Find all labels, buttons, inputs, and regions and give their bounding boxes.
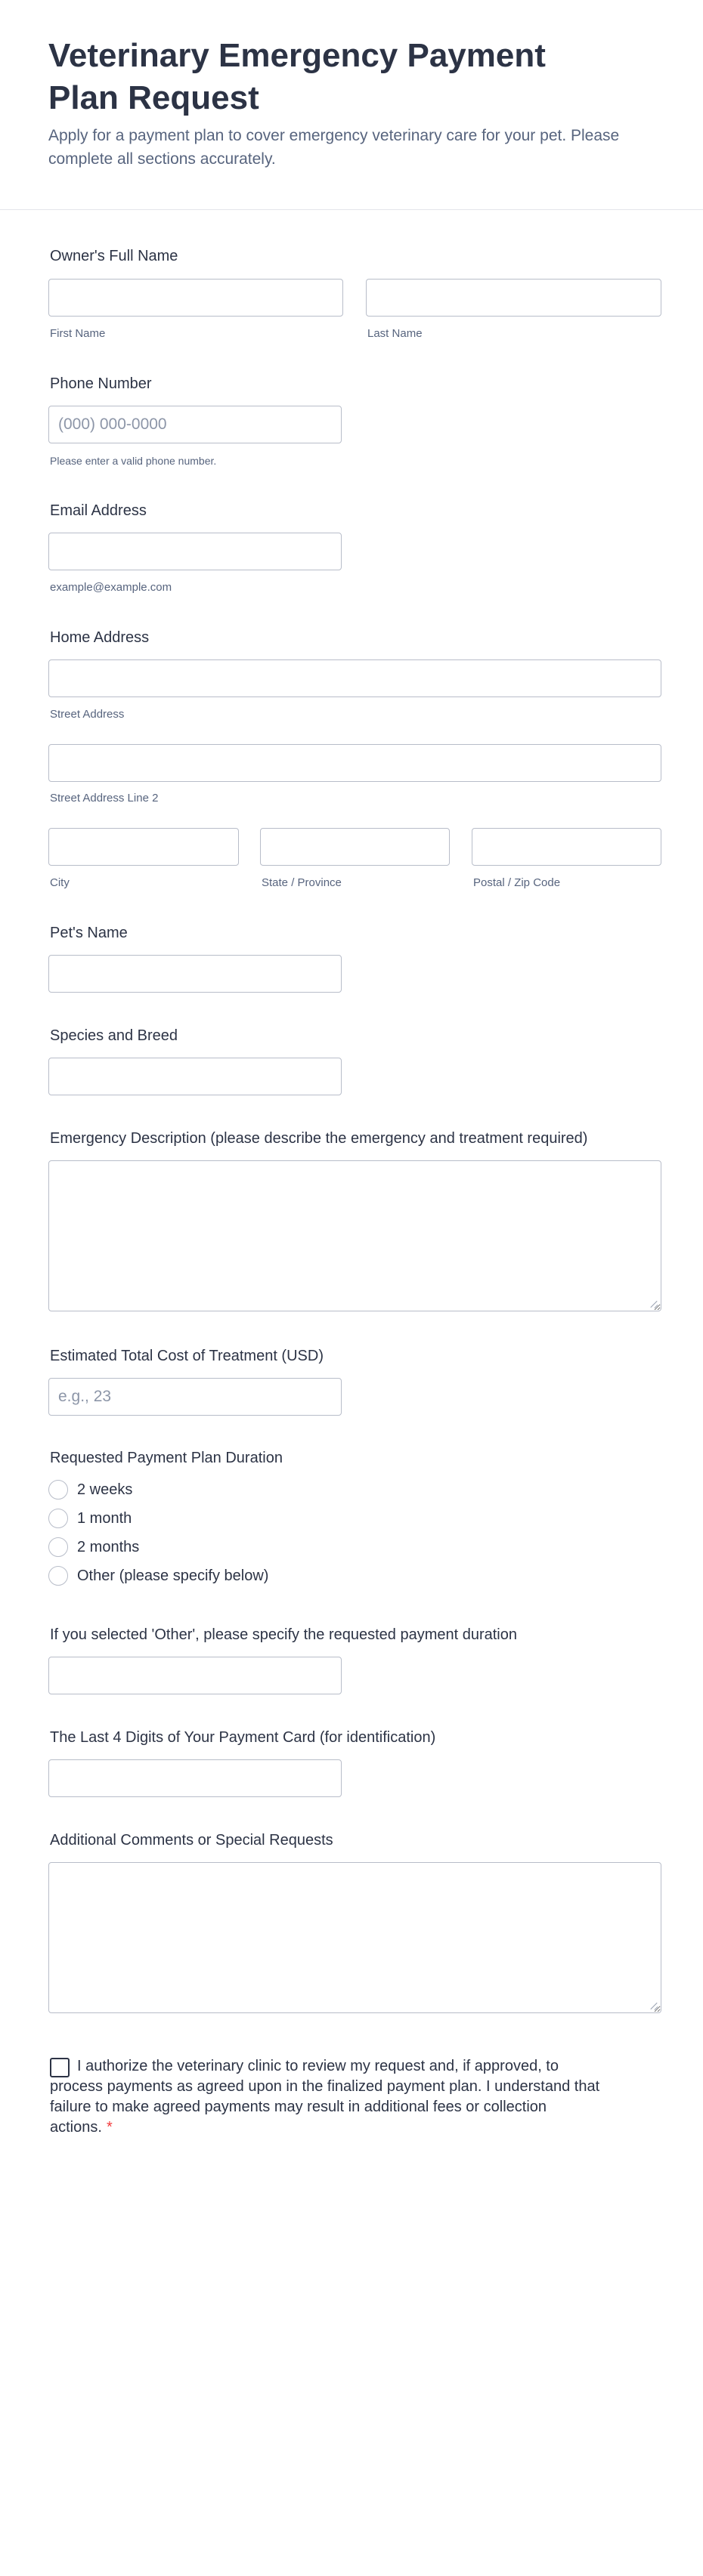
zip-input[interactable] [472, 828, 661, 866]
duration-option[interactable] [48, 1565, 268, 1586]
radio-circle-icon[interactable] [48, 1480, 68, 1500]
phone-label: Phone Number [50, 375, 152, 392]
consent-text-body: I authorize the veterinary clinic to review my request and, if approved, to process payments as agreed upon in the finalized payment plan. I understand that failure to make agreed payments may result in additional fees or collection actions. [50, 2058, 600, 2136]
radio-circle-icon[interactable] [48, 1509, 68, 1528]
species-breed-label: Species and Breed [50, 1027, 178, 1044]
duration-option[interactable] [48, 1508, 132, 1529]
duration-option-label: 2 weeks [77, 1481, 133, 1498]
city-sublabel: City [50, 876, 70, 889]
card-digits-label: The Last 4 Digits of Your Payment Card (for identification) [50, 1729, 436, 1746]
other-duration-label: If you selected 'Other', please specify the requested payment duration [50, 1626, 517, 1643]
duration-option-label: 1 month [77, 1509, 132, 1527]
address-label: Home Address [50, 629, 150, 646]
radio-circle-icon[interactable] [48, 1537, 68, 1557]
duration-option[interactable] [48, 1479, 132, 1500]
state-input[interactable] [260, 828, 450, 866]
email-label: Email Address [50, 502, 147, 519]
comments-textarea[interactable] [48, 1862, 661, 2013]
pet-name-label: Pet's Name [50, 925, 128, 941]
duration-option-label: 2 months [77, 1538, 140, 1555]
duration-option[interactable] [48, 1537, 139, 1558]
phone-sublabel: Please enter a valid phone number. [50, 455, 217, 467]
emergency-description-label: Emergency Description (please describe the emergency and treatment required) [50, 1130, 588, 1147]
phone-input[interactable] [48, 406, 342, 443]
cost-label: Estimated Total Cost of Treatment (USD) [50, 1348, 324, 1364]
street-address-line2-input[interactable] [48, 744, 661, 782]
card-digits-input[interactable] [48, 1759, 342, 1797]
resize-grip-icon[interactable] [650, 1300, 658, 1308]
consent-text [50, 2056, 609, 2138]
street-address-line2-sublabel: Street Address Line 2 [50, 792, 159, 805]
state-sublabel: State / Province [262, 876, 342, 889]
species-breed-input[interactable] [48, 1058, 342, 1095]
comments-label: Additional Comments or Special Requests [50, 1832, 333, 1849]
first-name-input[interactable] [48, 279, 343, 317]
street-address-sublabel: Street Address [50, 708, 125, 721]
emergency-description-textarea[interactable] [48, 1160, 661, 1311]
form-title: Veterinary Emergency Payment Plan Request [48, 37, 546, 116]
last-name-sublabel: Last Name [367, 327, 423, 340]
email-input[interactable] [48, 533, 342, 570]
form-subtitle: Apply for a payment plan to cover emergency veterinary care for your pet. Please complete all sections accurately. [48, 127, 620, 168]
last-name-input[interactable] [366, 279, 661, 317]
duration-option-label: Other (please specify below) [77, 1567, 269, 1584]
radio-circle-icon[interactable] [48, 1566, 68, 1586]
owner-name-label: Owner's Full Name [50, 248, 178, 264]
required-mark: * [106, 2119, 113, 2136]
form-header [0, 0, 703, 210]
duration-label: Requested Payment Plan Duration [50, 1450, 283, 1466]
zip-sublabel: Postal / Zip Code [473, 876, 561, 889]
city-input[interactable] [48, 828, 239, 866]
pet-name-input[interactable] [48, 955, 342, 993]
resize-grip-icon[interactable] [650, 2002, 658, 2009]
other-duration-input[interactable] [48, 1657, 342, 1694]
first-name-sublabel: First Name [50, 327, 106, 340]
cost-input[interactable] [48, 1378, 342, 1416]
email-sublabel: example@example.com [50, 581, 172, 594]
street-address-input[interactable] [48, 659, 661, 697]
